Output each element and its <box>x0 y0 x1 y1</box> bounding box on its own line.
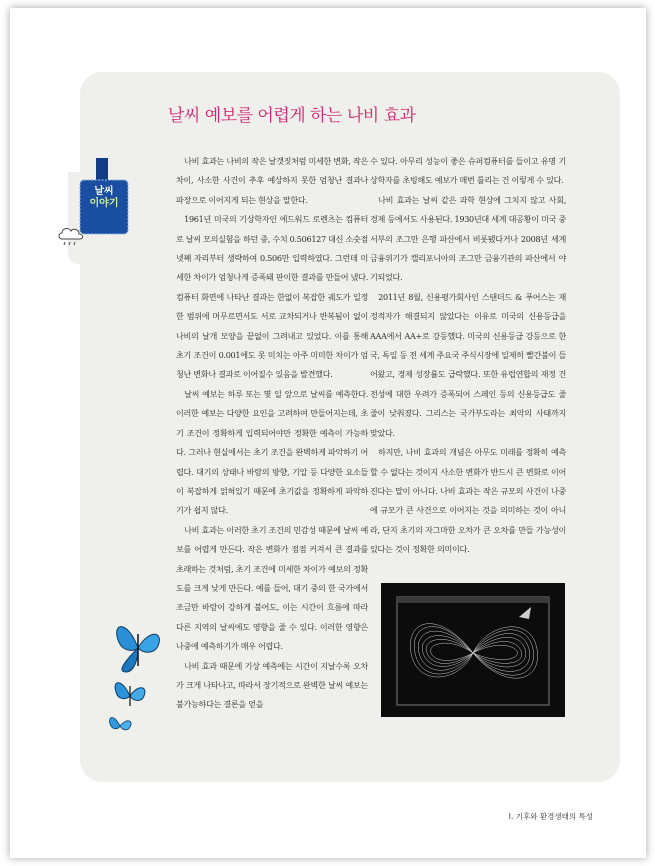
left-paragraph-5: 나비 효과 때문에 기상 예측에는 시간이 지날수록 오차가 크게 나타나고, 따라서 장기적으로 완벽한 날씨 예보는 불가능하다는 결론을 얻을 <box>176 660 368 710</box>
right-paragraph-2: 나비 효과는 날씨 같은 과학 현상에 그치지 않고 사회, 경제 등에서도 사용된다. 1930년대 세계 대공황이 미국 중서부의 조그만 은행 파산에서 비롯됐다거나 2008년 세계 금융위기가 캘리포니아의 조그만 금융기관의 파산에서 야기되었다. <box>370 194 566 283</box>
left-paragraph-4: 나비 효과는 이러한 초기 조건의 민감성 때문에 날씨 예보를 어렵게 만든다. 작은 변화가 점점 커져서 큰 결과를 초래하는 것처럼, 초기 조건에 미세한 차이가 예보의 정확도를 크게 낮게 만든다. 예를 들어, 대기 중의 한 국가에서 조금만 바람이 강하게 불어도, 이는 시간이 흐름에 따라 다른 지역의 날씨에도 영향을 줄 수 있다. 이러한 영향은 나중에 예측하기가 매우 어렵다. <box>176 524 368 652</box>
page-footer: I. 기후와 환경생태의 특성 <box>508 812 593 821</box>
right-paragraph-1: 수 있다. 아무리 성능이 좋은 슈퍼컴퓨터를 들이고 유명 기상학자를 초빙해도 예보가 매번 틀리는 건 이렇게 수 있다. <box>370 156 566 186</box>
section-badge <box>84 186 124 210</box>
article-title: 날씨 예보를 어렵게 하는 나비 효과 <box>168 106 416 126</box>
right-paragraph-3: 2011년 8월, 신용평가회사인 스탠더드 & 푸어스는 재정적자가 해결되지 않았다는 이유로 미국의 신용등급을 AAA에서 AA+로 강등했다. 미국의 신용등급 강등으로 한국, 독일 등 전 세계 주요국 주식시장에 일제히 빨간불이 들어왔고, 경제 성장률도 급락했다. 또한 유럽연합의 재정 건전성에 대한 우려가 증폭되어 스페인 등의 신용등급도 줄줄이 낮춰졌다. 그리스는 국가부도라는 최악의 사태까지 맞았다. <box>370 291 566 438</box>
left-column <box>176 152 368 715</box>
right-column <box>370 152 566 560</box>
left-paragraph-2: 1961년 미국의 기상학자인 에드워드 로렌츠는 컴퓨터로 날씨 모의실험을 하던 중, 수치 0.506127 대신 소숫점 넷째 자리부터 생략하여 0.506만 입력하였다. 그런데 미세한 차이가 엄청나게 증폭돼 판이한 결과를 만들어 냈다. 컴퓨터 화면에 나타난 결과는 한없이 복잡한 궤도가 일정한 범위에 머무르면서도 서로 교차되거나 반복됨이 없이 나비의 날개 모양을 끝없이 그려내고 있었다. 이를 통해 초기 조건이 0.001에도 못 미치는 아주 미미한 차이가 엄청난 변화나 결과로 이어질수 있음을 발견했다. <box>176 214 369 380</box>
butterfly-small <box>110 718 131 730</box>
butterfly-icon <box>108 610 178 740</box>
badge-line-2: 이야기 <box>89 198 119 209</box>
badge-line-1: 날씨 <box>94 186 114 197</box>
butterfly-large <box>117 627 160 672</box>
left-paragraph-3: 날씨 예보는 하루 또는 몇 일 앞으로 날씨를 예측한다. 이러한 예보는 다양한 요인을 고려하여 만들어지는데, 초기 조건이 정확하게 입력되어야만 정확한 예측이 가능하다. 그러나 현실에서는 초기 조건을 완벽하게 파악하기 어렵다. 대기의 상태나 바람의 방향, 기압 등 다양한 요소들이 복잡하게 얽혀있기 때문에 초기값을 정확하게 파악하기가 쉽지 않다. <box>176 388 368 516</box>
right-paragraph-4: 하지만, 나비 효과의 개념은 아무도 미래를 정확히 예측할 수 없다는 것이지 사소한 변화가 반드시 큰 변화로 이어진다는 말이 아니다. 나비 효과는 작은 규모의 사건이 나중에 규모가 큰 사건으로 이어지는 것을 의미하는 것이 아니라, 단지 초기의 자그마한 오차가 큰 오차를 만들 가능성이 있다는 것이 정확한 의미이다. <box>370 447 566 555</box>
rain-cloud-icon <box>56 225 86 249</box>
butterfly-medium <box>115 683 145 706</box>
lorenz-attractor-image <box>381 583 565 717</box>
left-paragraph-1: 나비 효과는 나비의 작은 날갯짓처럼 미세한 변화, 작은 차이, 사소한 사건이 추후 예상하지 못한 엄청난 결과나 파장으로 이어지게 되는 현상을 말한다. <box>176 156 368 205</box>
